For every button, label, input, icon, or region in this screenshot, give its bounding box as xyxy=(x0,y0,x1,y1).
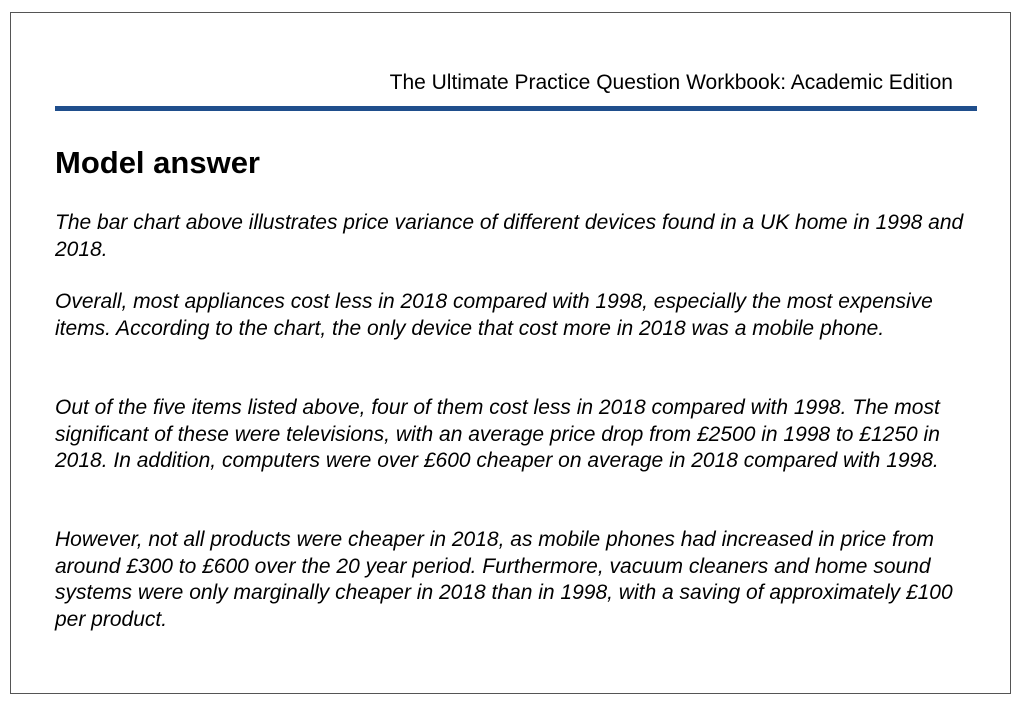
answer-paragraph-increases: However, not all products were cheaper in 2018, as mobile phones had increased in price from around £300 to £600 over the 20 year period. Furthermore, vacuum cleaners and home sound systems were only marginally cheaper in 2018 than in 1998, with a saving of approximately £100 per product. xyxy=(55,528,953,631)
running-header: The Ultimate Practice Question Workbook: Academic Edition xyxy=(389,71,953,94)
section-title: Model answer xyxy=(55,145,260,180)
answer-paragraph-intro: The bar chart above illustrates price variance of different devices found in a UK home in 1998 and 2018. xyxy=(55,211,964,261)
page-frame xyxy=(10,12,1011,694)
answer-paragraph-overview: Overall, most appliances cost less in 2018 compared with 1998, especially the most expensive items. According to the chart, the only device that cost more in 2018 was a mobile phone. xyxy=(55,290,933,340)
header-divider xyxy=(55,106,977,111)
answer-paragraph-decreases: Out of the five items listed above, four of them cost less in 2018 compared with 1998. The most significant of these were televisions, with an average price drop from £2500 in 1998 to £1250 in 2018. In addition, computers were over £600 cheaper on average in 2018 compared with 1998. xyxy=(55,396,940,472)
